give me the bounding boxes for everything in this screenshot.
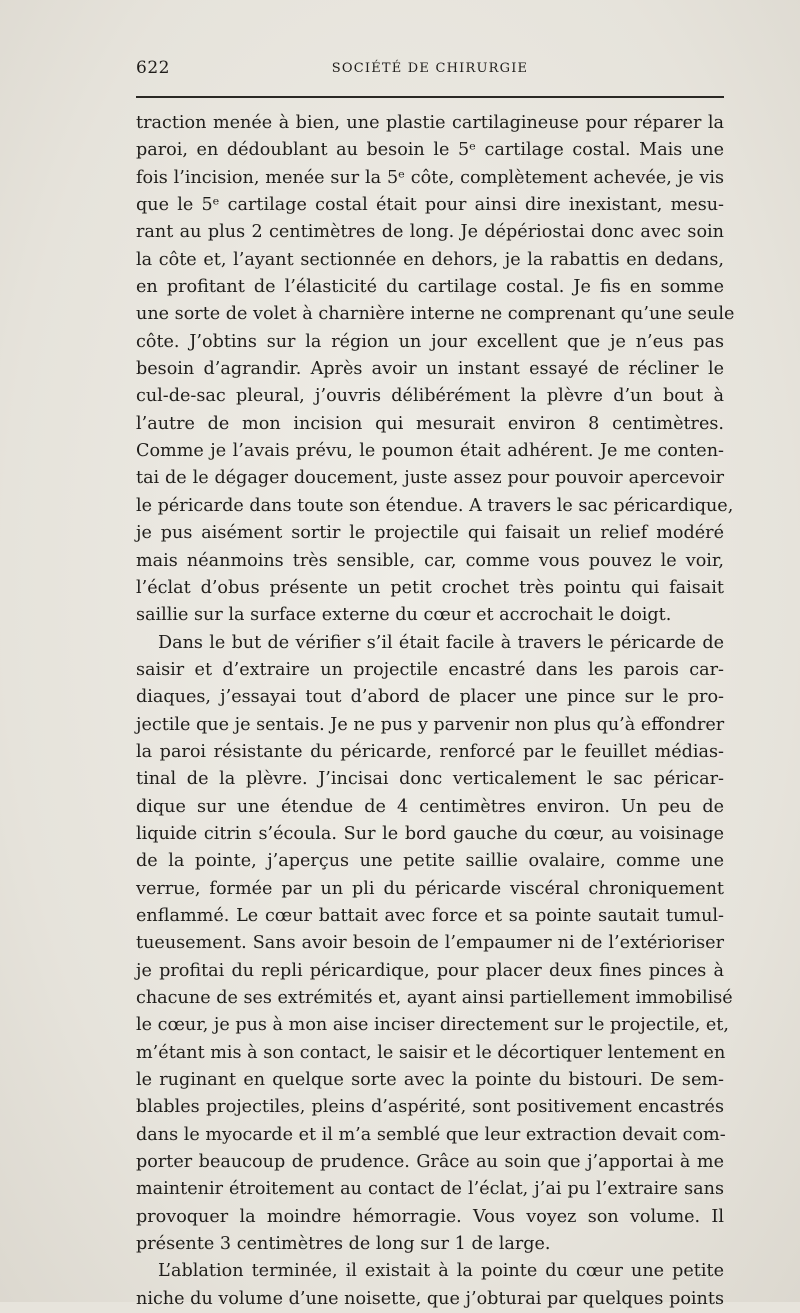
- paragraph-end-line: présente 3 centimètres de long sur 1 de large.: [136, 1234, 551, 1255]
- text-line: porter beaucoup de prudence. Grâce au soin que j’apportai à me: [136, 1152, 724, 1173]
- page-number: 622: [136, 58, 170, 78]
- text-line: liquide citrin s’écoula. Sur le bord gauche du cœur, au voisinage: [136, 823, 724, 844]
- text-line: blables projectiles, pleins d’aspérité, sont positivement encastrés: [136, 1097, 724, 1118]
- paragraph-end-line: saillie sur la surface externe du cœur et accrochait le doigt.: [136, 605, 672, 626]
- text-line: tueusement. Sans avoir besoin de l’empaumer ni de l’extérioriser: [136, 933, 724, 954]
- text-line: traction menée à bien, une plastie cartilagineuse pour réparer la: [136, 113, 724, 133]
- text-line: la paroi résistante du péricarde, renforcé par le feuillet médias-: [136, 741, 724, 762]
- text-line: saisir et d’extraire un projectile encastré dans les parois car-: [136, 659, 724, 680]
- text-line: l’autre de mon incision qui mesurait environ 8 centimètres.: [136, 413, 724, 434]
- page-header: [136, 58, 724, 84]
- text-line: tinal de la plèvre. J’incisai donc verticalement le sac péricar-: [136, 769, 724, 790]
- running-title: SOCIÉTÉ DE CHIRURGIE: [331, 61, 529, 76]
- text-line: m’étant mis à son contact, le saisir et le décortiquer lentement en: [136, 1042, 726, 1063]
- text-line: je profitai du repli péricardique, pour placer deux fines pinces à: [136, 960, 724, 981]
- text-line: le cœur, je pus à mon aise inciser directement sur le projectile, et,: [136, 1015, 729, 1036]
- text-line: fois l’incision, menée sur la 5ᵉ côte, complètement achevée, je vis: [136, 167, 724, 188]
- text-line: mais néanmoins très sensible, car, comme vous pouvez le voir,: [136, 550, 724, 571]
- text-line: jectile que je sentais. Je ne pus y parvenir non plus qu’à effondrer: [136, 714, 725, 735]
- text-line: tai de le dégager doucement, juste assez pour pouvoir apercevoir: [136, 468, 724, 489]
- text-line: dique sur une étendue de 4 centimètres environ. Un peu de: [136, 796, 724, 817]
- text-line: Comme je l’avais prévu, le poumon était adhérent. Je me conten-: [136, 441, 724, 462]
- header-rule: [136, 96, 724, 98]
- text-line: je pus aisément sortir le projectile qui faisait un relief modéré: [136, 523, 724, 544]
- text-line: que le 5ᵉ cartilage costal était pour ainsi dire inexistant, mesu-: [136, 195, 724, 216]
- text-line: besoin d’agrandir. Après avoir un instant essayé de récliner le: [136, 359, 724, 380]
- text-line: chacune de ses extrémités et, ayant ainsi partiellement immobilisé: [136, 988, 733, 1008]
- text-line: provoquer la moindre hémorragie. Vous voyez son volume. Il: [136, 1206, 724, 1227]
- text-line: une sorte de volet à charnière interne ne comprenant qu’une seule: [136, 304, 735, 325]
- text-line: niche du volume d’une noisette, que j’obturai par quelques points: [136, 1288, 724, 1309]
- body-text: [136, 110, 735, 1313]
- text-line: diaques, j’essayai tout d’abord de placer une pince sur le pro-: [136, 687, 724, 708]
- text-line: côte. J’obtins sur la région un jour excellent que je n’eus pas: [136, 331, 724, 352]
- text-line: rant au plus 2 centimètres de long. Je dépériostai donc avec soin: [136, 222, 724, 243]
- text-line: maintenir étroitement au contact de l’éclat, j’ai pu l’extraire sans: [136, 1179, 724, 1200]
- text-line: le péricarde dans toute son étendue. A travers le sac péricardique,: [136, 495, 734, 516]
- text-line: enflammé. Le cœur battait avec force et sa pointe sautait tumul-: [136, 905, 724, 926]
- text-line: verrue, formée par un pli du péricarde viscéral chroniquement: [136, 878, 724, 899]
- text-line: l’éclat d’obus présente un petit crochet très pointu qui faisait: [136, 577, 724, 598]
- paragraph-start-line: L’ablation terminée, il existait à la pointe du cœur une petite: [158, 1261, 724, 1282]
- text-line: cul-de-sac pleural, j’ouvris délibérément la plèvre d’un bout à: [136, 386, 724, 407]
- text-line: de la pointe, j’aperçus une petite saillie ovalaire, comme une: [136, 851, 724, 872]
- paragraph-start-line: Dans le but de vérifier s’il était facile à travers le péricarde de: [158, 632, 724, 653]
- text-line: paroi, en dédoublant au besoin le 5ᵉ cartilage costal. Mais une: [136, 140, 724, 161]
- text-line: en profitant de l’élasticité du cartilage costal. Je fis en somme: [136, 277, 724, 298]
- text-line: dans le myocarde et il m’a semblé que leur extraction devait com-: [136, 1124, 726, 1145]
- text-line: le ruginant en quelque sorte avec la pointe du bistouri. De sem-: [136, 1070, 724, 1091]
- text-line: la côte et, l’ayant sectionnée en dehors, je la rabattis en dedans,: [136, 249, 724, 270]
